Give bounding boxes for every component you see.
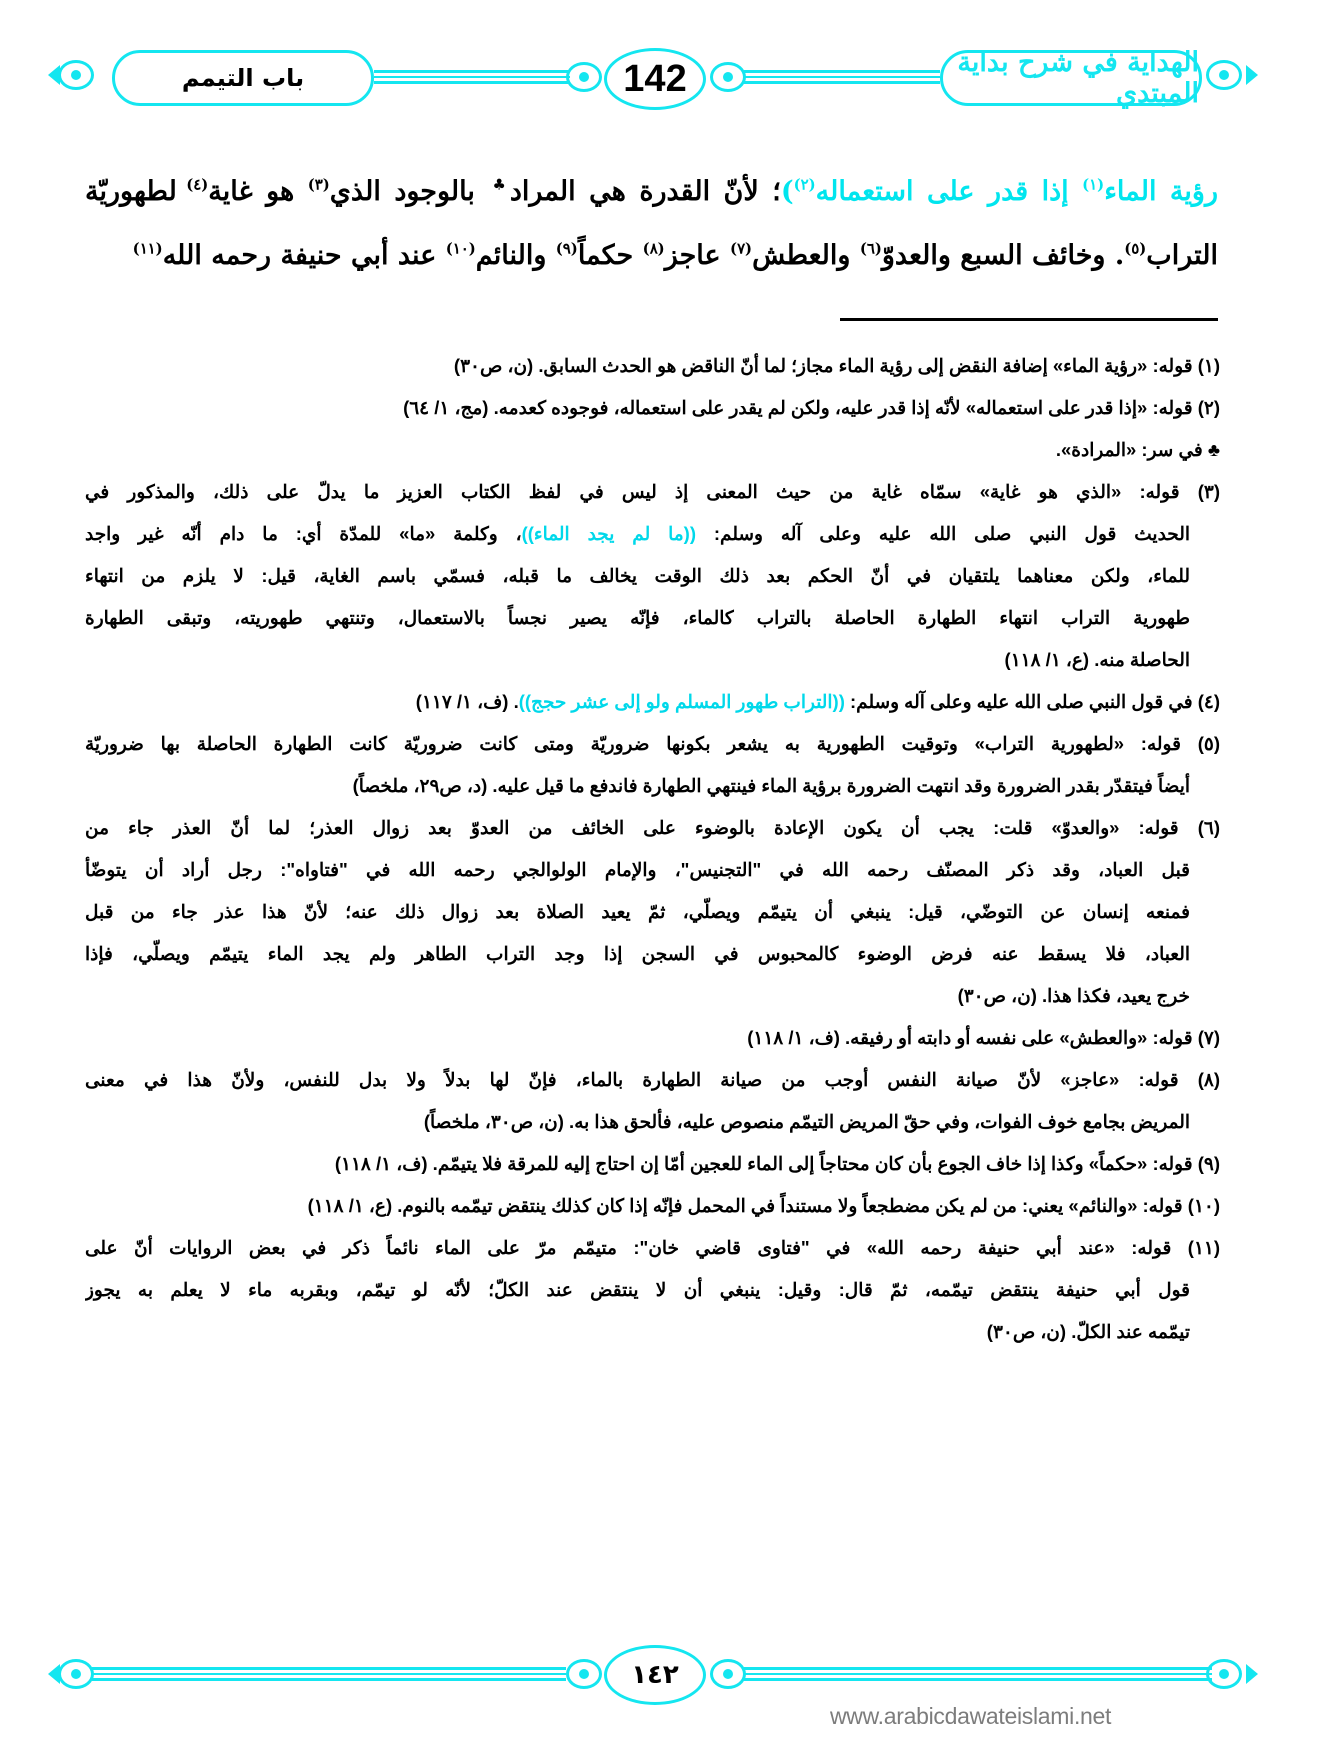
ornament-knob [566, 62, 602, 92]
text: ، وكلمة «ما» للمدّة أي: ما دام أنّه غير واجد [85, 523, 522, 544]
text: بالوجود الذي [329, 176, 489, 207]
footnote-line [85, 681, 1220, 723]
footnote-line: خرج يعيد، فكذا هذا. (ن، ص٣٠) [957, 985, 1190, 1006]
footnote-ref[interactable]: (٧) [730, 239, 753, 258]
hadith-quote: ((ما لم يجد الماء)) [521, 523, 696, 544]
text: والعطش [752, 240, 860, 271]
footnote-line: طهورية التراب انتهاء الطهارة الحاصلة بالتراب كالماء، فإنّه يصير نجساً بالاستعمال، وتنتهي طهوريته، وتبقى الطهارة [85, 607, 1190, 628]
footnote-6 [85, 807, 1220, 1017]
footnote-line: (١٠) قوله: «والنائم» يعني: من لم يكن مضطجعاً ولا مستنداً في المحمل فإنّه إذا كان كذلك ينتقض تيمّمه بالنوم. (ع، ١/ ١١٨) [307, 1195, 1220, 1216]
footnote-line: فمنعه إنسان عن التوضّي، قيل: ينبغي أن يتيمّم ويصلّي، ثمّ يعيد الصلاة بعد زوال ذلك عنه؛ لأنّ هذا عذر جاء من قبل [85, 901, 1190, 922]
chapter-title: باب التيمم [181, 64, 305, 92]
footnote-5 [85, 723, 1220, 807]
text: حكماً [577, 240, 643, 271]
footnote-line: قول أبي حنيفة ينتقض تيمّمه، ثمّ قال: وقيل: ينبغي أن لا ينتقض عند الكلّ؛ لأنّه لو تيمّم، وبقربه ماء لا يعلم به يجوز [85, 1279, 1190, 1300]
footnote-4 [85, 681, 1220, 723]
hadith-quote: ((التراب طهور المسلم ولو إلى عشر حجج)) [518, 691, 845, 712]
ornament-bar [744, 70, 940, 84]
text: ؛ لأنّ القدرة هي المراد [509, 176, 781, 207]
footnote-8 [85, 1059, 1220, 1143]
footnote-line: ♣ في سر: «المرادة». [1055, 439, 1220, 460]
footnote-line: العباد، فلا يسقط عنه فرض الوضوء كالمحبوس في السجن إذا وجد التراب الطاهر ولم يجد الماء يتيمّم ويصلّي، فإذا [85, 943, 1190, 964]
footnote-line [85, 513, 1220, 555]
text: لطهوريّة [85, 176, 187, 207]
page-number-cartouche [604, 1645, 706, 1705]
page-number-cartouche [604, 48, 706, 110]
website-watermark: www.arabicdawateislami.net [830, 1703, 1112, 1729]
book-title-cartouche [940, 47, 1202, 109]
main-text [85, 160, 1218, 288]
highlighted-text: رؤية الماء [1104, 176, 1218, 207]
page-number: 142 [623, 57, 687, 100]
footnote-line: قبل العباد، وقد ذكر المصنّف رحمه الله في "التجنيس"، والإمام الولوالجي رحمه الله في "فتاواه": رجل أراد أن يتوضّأ [85, 859, 1190, 880]
text: . وخائف السبع والعدوّ [881, 240, 1125, 271]
footnote-2 [85, 387, 1220, 429]
footnote-line: (٢) قوله: «إذا قدر على استعماله» لأنّه إذا قدر عليه، ولكن لم يقدر على استعماله، فوجوده كعدمه. (مج، ١/ ٦٤) [403, 397, 1220, 418]
ornament-knob [710, 62, 746, 92]
ornament-tip-right [1246, 65, 1258, 85]
footnote-ref[interactable]: (٦) [859, 239, 882, 258]
footnote-1 [85, 345, 1220, 387]
text: هو غاية [208, 176, 308, 207]
footnote-9 [85, 1143, 1220, 1185]
footnote-line: (٨) قوله: «عاجز» لأنّ صيانة النفس أوجب من صيانة الطهارة بالماء، فإنّ لها بدلاً ولا بدل للنفس، ولأنّ هذا في معنى [85, 1069, 1220, 1090]
footnote-variant-note [85, 429, 1220, 471]
footnote-line: (٦) قوله: «والعدوّ» قلت: يجب أن يكون الإعادة بالوضوء على الخائف من العدوّ بعد زوال العذر؛ لما أنّ العذر جاء من [85, 817, 1220, 838]
main-text-line [85, 160, 1218, 224]
footnotes [85, 345, 1220, 1353]
highlighted-text: إذا قدر على استعماله [815, 176, 1083, 207]
text: . (ف، ١/ ١١٧) [415, 691, 519, 712]
footnote-line: أيضاً فيتقدّر بقدر الضرورة وقد انتهت الضرورة برؤية الماء فينتهي الطهارة فاندفع ما قيل عليه. (د، ص٢٩، ملخصاً) [352, 775, 1190, 796]
ornament-knob-right [1206, 1659, 1242, 1689]
ornament-knob [566, 1659, 602, 1689]
footnote-line: الحاصلة منه. (ع، ١/ ١١٨) [1004, 649, 1190, 670]
footnote-ref[interactable]: (٢) [793, 175, 816, 194]
footnote-7 [85, 1017, 1220, 1059]
footnote-ref[interactable]: (٨) [642, 239, 665, 258]
club-icon: ♣ [488, 175, 510, 194]
footnote-3 [85, 471, 1220, 681]
text: الحديث قول النبي صلى الله عليه وعلى آله وسلم: [696, 523, 1190, 544]
ornament-bar [92, 1667, 566, 1681]
text: (٤) في قول النبي صلى الله عليه وعلى آله وسلم: [844, 691, 1220, 712]
footnote-ref[interactable]: (٣) [307, 175, 330, 194]
footnote-divider [840, 318, 1218, 321]
footnote-line: (٥) قوله: «لطهورية التراب» وتوقيت الطهورية به يشعر بكونها ضروريّة ومتى كانت ضروريّة كانت الطهارة الحاصلة بها ضروريّة [85, 733, 1220, 754]
footnote-line: المريض بجامع خوف الفوات، وفي حقّ المريض التيمّم منصوص عليه، فألحق هذا به. (ن، ص٣٠، ملخصاً) [423, 1111, 1190, 1132]
ornament-bar [744, 1667, 1212, 1681]
ornament-knob [710, 1659, 746, 1689]
footnote-ref[interactable]: (١٠) [445, 239, 476, 258]
page-number-arabic: ١٤٢ [631, 1660, 679, 1690]
footnote-ref[interactable]: (١١) [132, 239, 163, 258]
footnote-line: (٧) قوله: «والعطش» على نفسه أو دابته أو رفيقه. (ف، ١/ ١١٨) [747, 1027, 1220, 1048]
footnote-line: (١١) قوله: «عند أبي حنيفة رحمه الله» في "فتاوى قاضي خان": متيمّم مرّ على الماء نائماً ذكر في بعض الروايات أنّ على [85, 1237, 1220, 1258]
footnote-line: (٩) قوله: «حكماً» وكذا إذا خاف الجوع بأن كان محتاجاً إلى الماء للعجين أمّا إن احتاج إليه للمرقة فلا يتيمّم. (ف، ١/ ١١٨) [334, 1153, 1220, 1174]
ornament-knob-right [1206, 60, 1242, 90]
footnote-ref[interactable]: (١) [1082, 175, 1105, 194]
ornament-bar [374, 70, 570, 84]
footnote-line: (٣) قوله: «الذي هو غاية» سمّاه غاية من حيث المعنى إذ ليس في لفظ الكتاب العزيز ما يدلّ على ذلك، والمذكور في [85, 481, 1220, 502]
footnote-ref[interactable]: (٥) [1124, 239, 1147, 258]
book-title: الهداية في شرح بداية المبتدي [957, 47, 1199, 109]
footnote-11 [85, 1227, 1220, 1353]
text: والنائم [475, 240, 556, 271]
footnote-line: (١) قوله: «رؤية الماء» إضافة النقض إلى رؤية الماء مجاز؛ لما أنّ الناقض هو الحدث السابق. (ن، ص٣٠) [453, 355, 1220, 376]
main-text-line [85, 224, 1218, 288]
footnote-line: للماء، ولكن معناهما يلتقيان في أنّ الحكم بعد ذلك الوقت يخالف ما قبله، فسمّي باسم الغاية، قيل: لا يلزم من انتهاء [85, 565, 1190, 586]
ornament-tip-right [1246, 1664, 1258, 1684]
ornament-knob-left [58, 1659, 94, 1689]
ornament-knob-left [58, 60, 94, 90]
text: التراب [1146, 240, 1218, 271]
chapter-title-cartouche [112, 50, 374, 106]
text: عند أبي حنيفة رحمه الله [162, 240, 446, 271]
footnote-10 [85, 1185, 1220, 1227]
footnote-ref[interactable]: (٤) [186, 175, 209, 194]
footnote-ref[interactable]: (٩) [555, 239, 578, 258]
footnote-line: تيمّمه عند الكلّ. (ن، ص٣٠) [986, 1321, 1190, 1342]
highlight-bracket: ) [780, 176, 794, 207]
text: عاجز [664, 240, 731, 271]
